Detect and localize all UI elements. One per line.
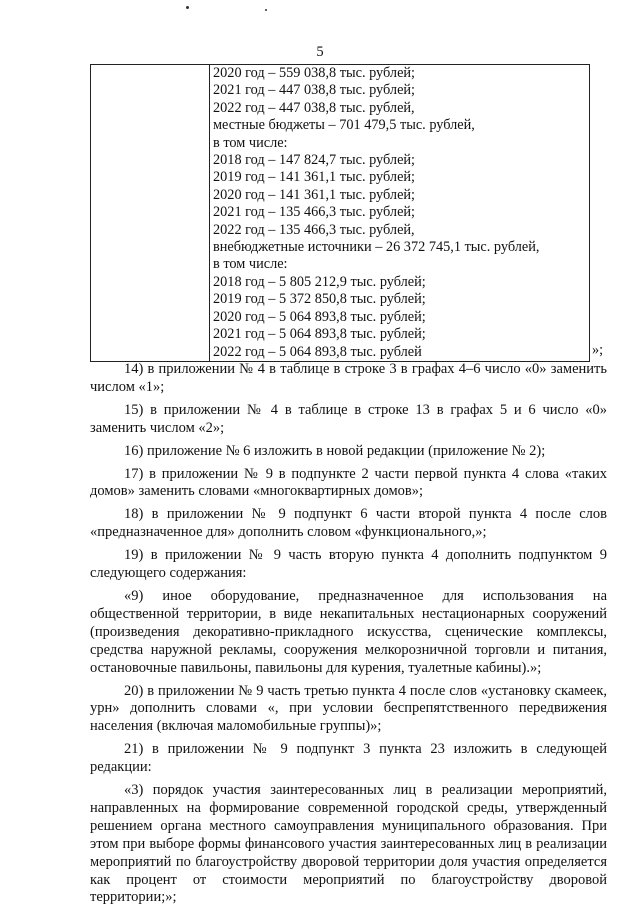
- table-line: в том числе:: [213, 134, 288, 151]
- table-line: 2020 год – 559 038,8 тыс. рублей;: [213, 65, 416, 81]
- table-line: 2021 год – 447 038,8 тыс. рублей;: [213, 82, 416, 99]
- paragraph-item-21: 21) в приложении № 9 подпункт 3 пункта 23 изложить в следующей редакции:: [90, 741, 607, 776]
- table-line: 2022 год – 135 466,3 тыс. рублей,: [213, 221, 415, 238]
- paragraph-item-18: 18) в приложении № 9 подпункт 6 части второй пункта 4 после слов «предназначенное для» дополнить словом «функционального,»;: [90, 506, 607, 541]
- table-cell-funding: [210, 65, 590, 362]
- amendments-body: [90, 361, 607, 907]
- page-number: 5: [316, 44, 324, 60]
- table-line: 2022 год – 5 064 893,8 тыс. рублей: [213, 343, 422, 360]
- table-closing-quote: »;: [592, 342, 604, 358]
- table-line: в том числе:: [213, 256, 288, 273]
- paragraph-item-17: 17) в приложении № 9 в подпункте 2 части первой пункта 4 слова «таких домов» заменить словами «многоквартирных домов»;: [90, 465, 607, 500]
- paragraph-item-19: 19) в приложении № 9 часть вторую пункта 4 дополнить подпунктом 9 следующего содержания:: [90, 547, 607, 582]
- paragraph-item-15: 15) в приложении № 4 в таблице в строке 13 в графах 5 и 6 число «0» заменить числом «2»;: [90, 401, 607, 436]
- paragraph-quote-3: «3) порядок участия заинтересованных лиц в реализации мероприятий, направленных на формирование современной городской среды, утвержденный решением органа местного самоуправления муниципального образования. При этом при выборе формы финансового участия заинтересованных лиц в реализации мероприятий по благоустройству дворовой территории доля участия определяется как процент от стоимости мероприятий по благоустройству дворовой территории;»;: [90, 782, 607, 906]
- table-line: 2019 год – 141 361,1 тыс. рублей;: [213, 169, 416, 186]
- table-cell-empty: [91, 65, 210, 362]
- budget-table: [90, 64, 590, 362]
- table-line: 2020 год – 5 064 893,8 тыс. рублей;: [213, 308, 426, 325]
- table-row: [91, 65, 590, 362]
- table-line: 2019 год – 5 372 850,8 тыс. рублей;: [213, 291, 426, 308]
- paragraph-item-20: 20) в приложении № 9 часть третью пункта 4 после слов «установку скамеек, урн» дополнить словами «, при условии беспрепятственного передвижения населения (включая маломобильные группы)»;: [90, 682, 607, 735]
- table-line: 2021 год – 135 466,3 тыс. рублей;: [213, 204, 416, 221]
- paragraph-item-14: 14) в приложении № 4 в таблице в строке 3 в графах 4–6 число «0» заменить числом «1»;: [90, 361, 607, 395]
- table-line: 2021 год – 5 064 893,8 тыс. рублей;: [213, 326, 426, 343]
- table-line: внебюджетные источники – 26 372 745,1 тыс. рублей,: [213, 239, 540, 256]
- paragraph-item-16: 16) приложение № 6 изложить в новой редакции (приложение № 2);: [124, 442, 546, 459]
- paragraph-quote-9: «9) иное оборудование, предназначенное для использования на общественной территории, в виде некапитальных нестационарных сооружений (произведения декоративно-прикладного искусства, сценические комплексы, средства наружной рекламы, сооружения мелкорозничной торговли и питания, остановочные павильоны, павильоны для курения, туалетные кабины).»;: [90, 587, 607, 676]
- table-line: местные бюджеты – 701 479,5 тыс. рублей,: [213, 117, 475, 134]
- budget-table-section: [90, 64, 607, 361]
- table-line: 2018 год – 147 824,7 тыс. рублей;: [213, 152, 416, 169]
- scan-speck: [186, 6, 189, 9]
- scan-speck: [265, 9, 267, 11]
- table-line: 2020 год – 141 361,1 тыс. рублей;: [213, 186, 416, 203]
- table-line: 2022 год – 447 038,8 тыс. рублей,: [213, 99, 415, 116]
- table-line: 2018 год – 5 805 212,9 тыс. рублей;: [213, 273, 426, 290]
